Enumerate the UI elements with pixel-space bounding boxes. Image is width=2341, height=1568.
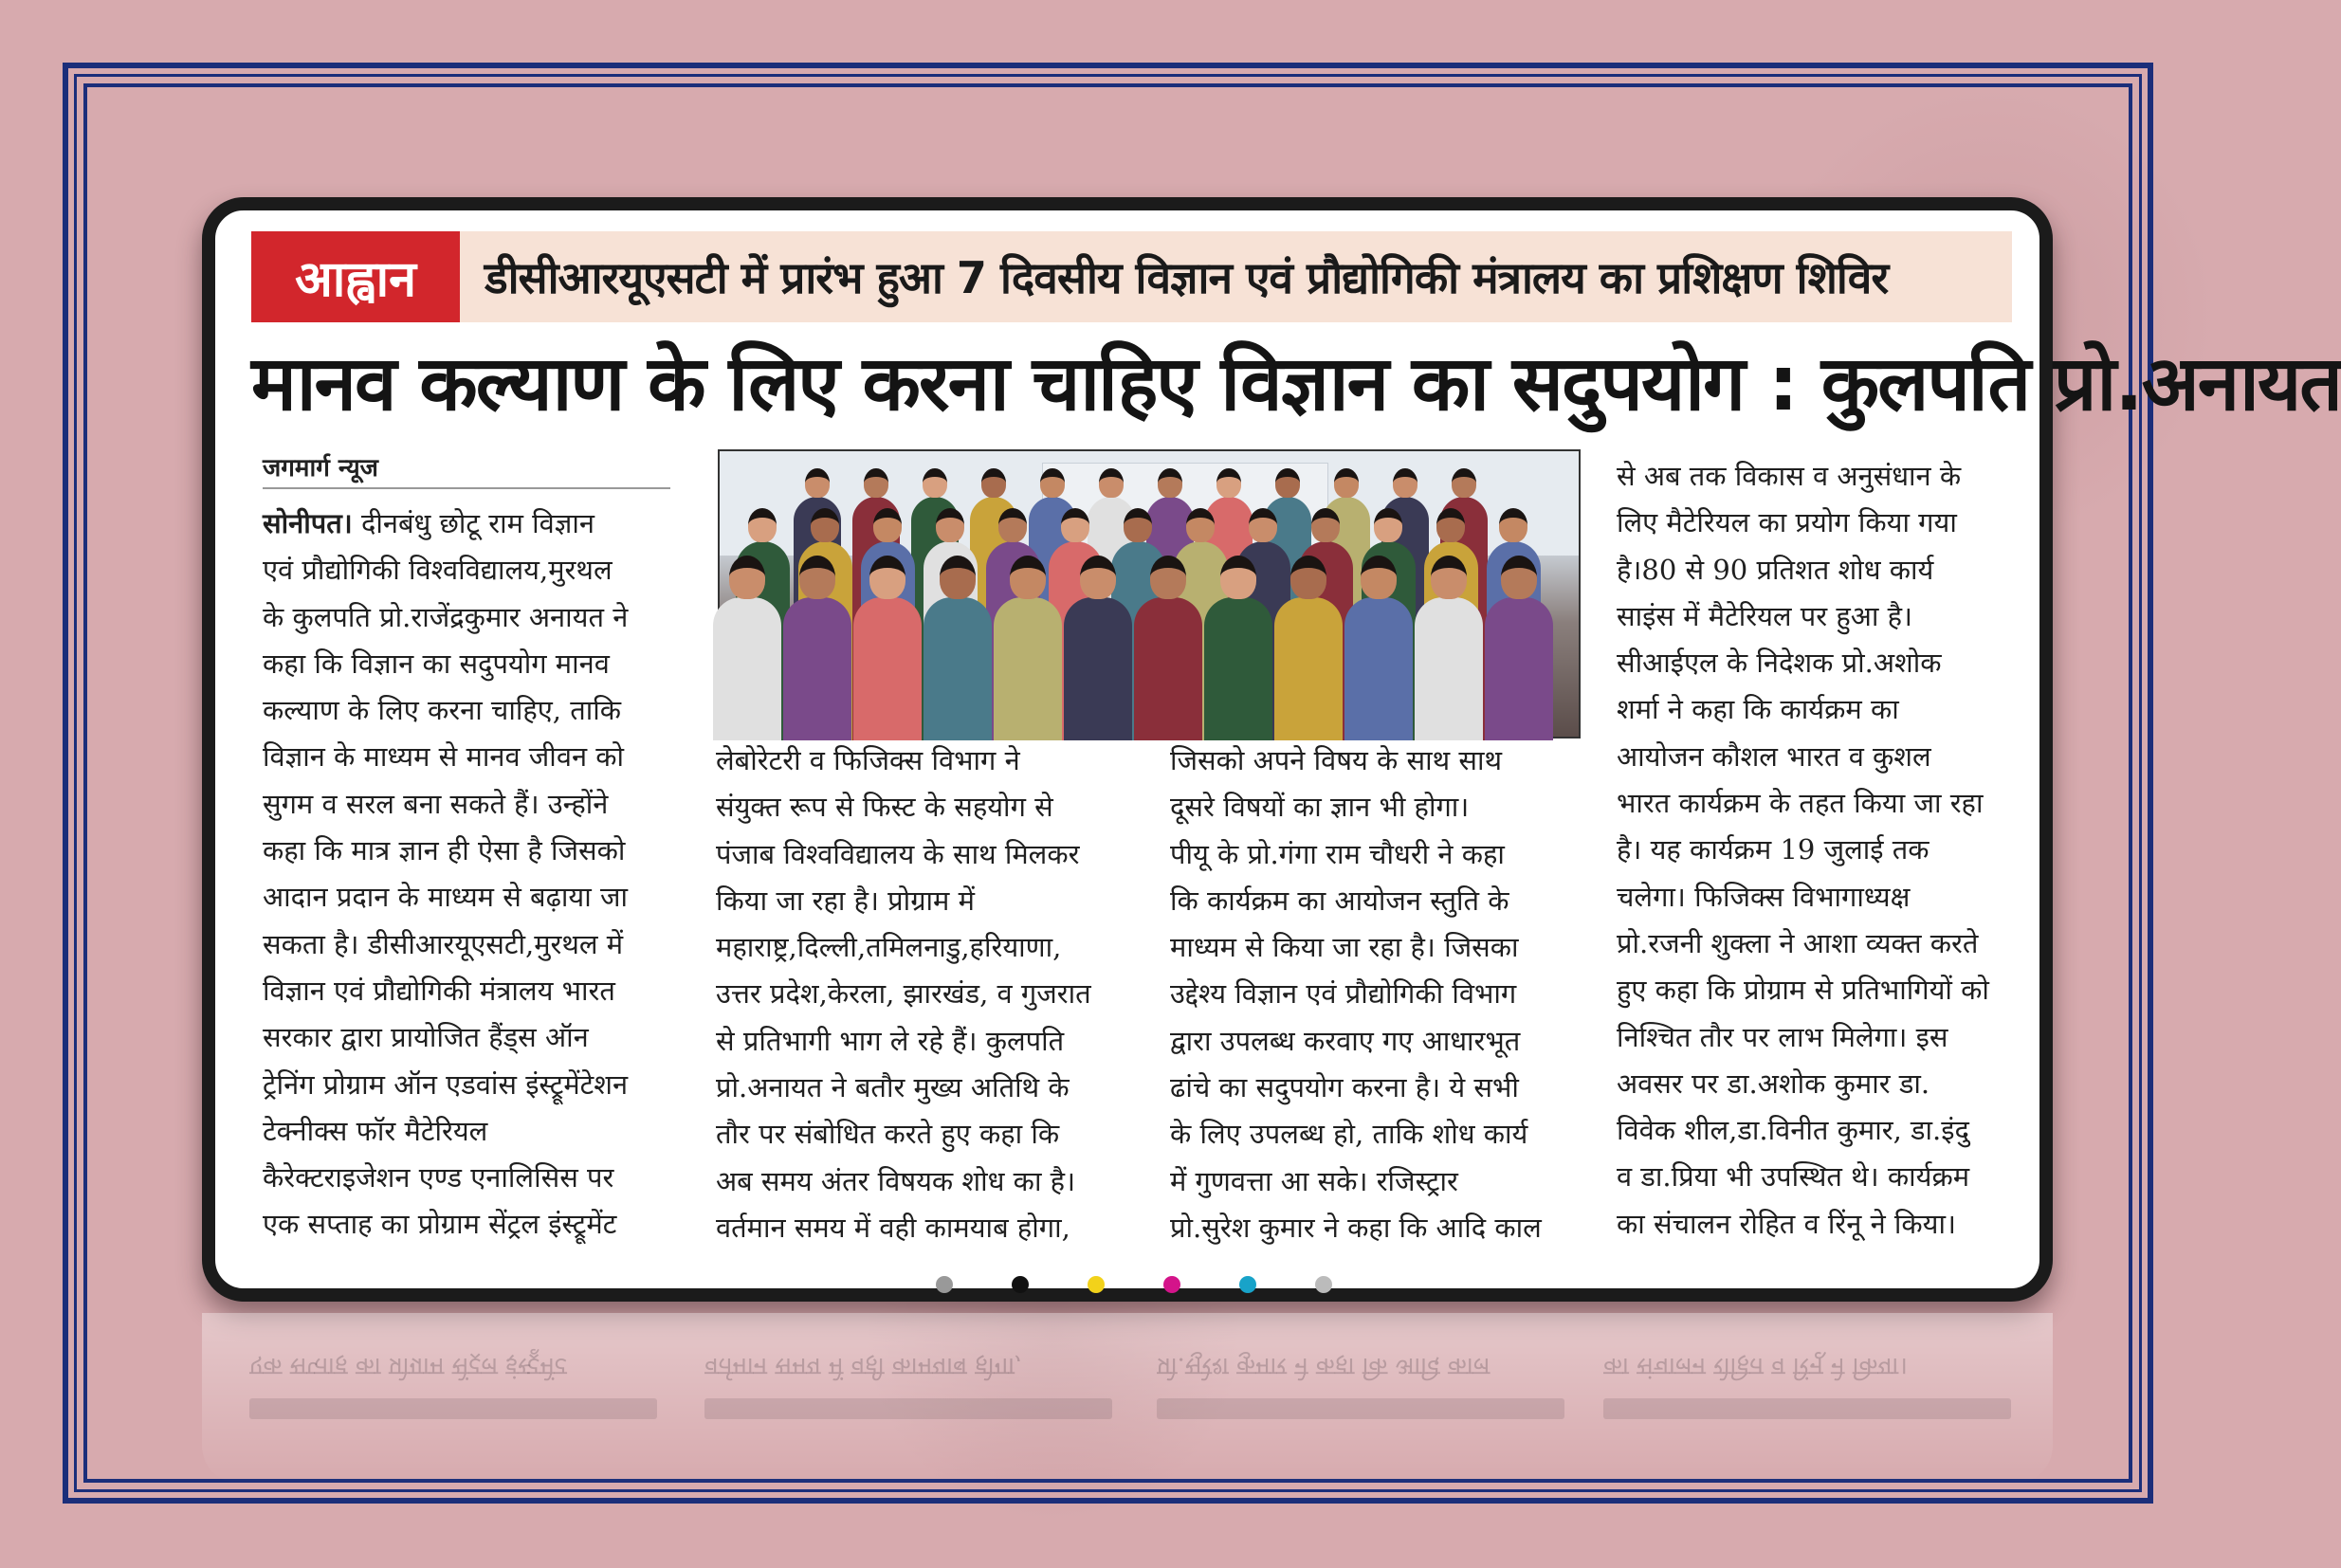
column-line: वर्तमान समय में वही कामयाब होगा, — [716, 1211, 1070, 1244]
person-head — [1311, 508, 1340, 542]
reflection-line-4: का संचालन रोहित व रिंनू ने किया। — [1603, 1352, 1908, 1380]
column-line: किया जा रहा है। प्रोग्राम में — [716, 884, 975, 917]
person-head — [936, 508, 964, 542]
column-line: विज्ञान के माध्यम से मानव जीवन को — [263, 740, 625, 774]
person-head — [729, 556, 765, 599]
reflection-line-2: वर्तमान समय में वही कामयाब होगा, — [704, 1352, 1023, 1380]
person-head — [748, 508, 777, 542]
column-line: आदान प्रदान के माध्यम से बढ़ाया जा — [263, 881, 629, 914]
person-head — [1499, 508, 1527, 542]
person-body — [783, 597, 851, 740]
column-line — [263, 501, 674, 547]
person-head — [1099, 468, 1124, 498]
person-head — [799, 556, 835, 599]
person-head — [1431, 556, 1467, 599]
person-head — [1393, 468, 1417, 498]
person-head — [1501, 556, 1537, 599]
column-line: जिसको अपने विषय के साथ साथ — [1170, 744, 1503, 776]
person-body — [1064, 597, 1132, 740]
person-body — [1344, 597, 1413, 740]
person-head — [811, 508, 839, 542]
column-line: उद्देश्य विज्ञान एवं प्रौद्योगिकी विभाग — [1170, 977, 1517, 1011]
reflection-blur — [1157, 1398, 1564, 1419]
column-line: दूसरे विषयों का ज्ञान भी होगा। — [1170, 791, 1470, 824]
column-line: तौर पर संबोधित करते हुए कहा कि — [716, 1118, 1060, 1151]
column-line: एक सप्ताह का प्रोग्राम सेंट्रल इंस्ट्रूमेंट — [263, 1208, 617, 1241]
person-head — [805, 468, 830, 498]
column-line: अब समय अंतर विषयक शोध का है। — [716, 1164, 1076, 1197]
column-line: प्रो.अनायत ने बतौर मुख्य अतिथि के — [716, 1071, 1070, 1104]
person-body — [1485, 597, 1553, 740]
column-line: में गुणवत्ता आ सके। रजिस्ट्रार — [1170, 1164, 1458, 1197]
subheadline-bar — [251, 231, 2012, 322]
column-line: आयोजन कौशल भारत व कुशल — [1617, 739, 1931, 773]
person-head — [1150, 556, 1186, 599]
column-line: से अब तक विकास व अनुसंधान के — [1617, 460, 1962, 492]
person-head — [1080, 556, 1116, 599]
person-head — [1249, 508, 1277, 542]
reflection-blur — [249, 1398, 657, 1419]
column-line: सुगम व सरल बना सकते हैं। उन्होंने — [263, 787, 609, 820]
byline: जगमार्ग न्यूज — [263, 449, 670, 489]
person-head — [1216, 468, 1241, 498]
column-line: के लिए उपलब्ध हो, ताकि शोध कार्य — [1170, 1118, 1528, 1151]
column-line: टेक्नीक्स फॉर मैटेरियल — [263, 1114, 488, 1147]
person-head — [1436, 508, 1465, 542]
column-line: कहा कि मात्र ज्ञान ही ऐसा है जिसको — [263, 834, 626, 867]
article-column-3 — [1170, 738, 1582, 1251]
column-line: संयुक्त रूप से फिस्ट के सहयोग से — [716, 791, 1053, 824]
person-body — [994, 597, 1062, 740]
person-head — [923, 468, 947, 498]
reflection-line-1: एक सप्ताह का प्रोग्राम सेंट्रल इंस्ट्रूमेंट — [249, 1352, 567, 1380]
column-line: से प्रतिभागी भाग ले रहे हैं। कुलपति — [716, 1024, 1065, 1057]
column-line: प्रो.सुरेश कुमार ने कहा कि आदि काल — [1170, 1211, 1542, 1244]
reflection-blur — [704, 1398, 1112, 1419]
column-line: सकता है। डीसीआरयूएसटी,मुरथल में — [263, 927, 624, 960]
reflection-line-3: प्रो.सुरेश कुमार ने कहा कि आदि काल — [1157, 1352, 1491, 1380]
column-line: चलेगा। फिजिक्स विभागाध्यक्ष — [1617, 880, 1911, 913]
column-line: व डा.प्रिया भी उपस्थित थे। कार्यक्रम — [1617, 1160, 1970, 1194]
column-line: सरकार द्वारा प्रायोजित हैंड्स ऑन — [263, 1021, 589, 1054]
person-head — [1010, 556, 1046, 599]
column-line: एवं प्रौद्योगिकी विश्वविद्यालय,मुरथल — [263, 554, 613, 587]
print-mark-yellow — [1088, 1276, 1105, 1293]
column-line: शर्मा ने कहा कि कार्यक्रम का — [1617, 693, 1899, 726]
column-line: कल्याण के लिए करना चाहिए, ताकि — [263, 694, 622, 727]
dateline: सोनीपत। — [263, 507, 353, 539]
column-line: विज्ञान एवं प्रौद्योगिकी मंत्रालय भारत — [263, 974, 615, 1007]
column-line-text: दीनबंधु छोटू राम विज्ञान — [360, 507, 594, 539]
person-body — [853, 597, 922, 740]
person-head — [1290, 556, 1326, 599]
registration-marks — [936, 1276, 1334, 1293]
column-line: है।80 से 90 प्रतिशत शोध कार्य — [1617, 553, 1934, 586]
column-line: है। यह कार्यक्रम 19 जुलाई तक — [1617, 833, 1929, 866]
person-head — [1158, 468, 1182, 498]
column-line: भारत कार्यक्रम के तहत किया जा रहा — [1617, 787, 1984, 820]
person-body — [713, 597, 781, 740]
person-head — [864, 468, 888, 498]
person-body — [1134, 597, 1202, 740]
print-mark-black — [1012, 1276, 1029, 1293]
column-line: लेबोरेटरी व फिजिक्स विभाग ने — [716, 744, 1020, 776]
column-line: कि कार्यक्रम का आयोजन स्तुति के — [1170, 884, 1509, 917]
print-mark-gray — [936, 1276, 953, 1293]
newspaper-clipping — [202, 197, 2341, 1302]
column-line: ढांचे का सदुपयोग करना है। ये सभी — [1170, 1071, 1519, 1104]
column-line: लिए मैटेरियल का प्रयोग किया गया — [1617, 506, 1957, 539]
person-head — [1124, 508, 1152, 542]
person-body — [1415, 597, 1483, 740]
person-head — [981, 468, 1006, 498]
person-head — [1275, 468, 1300, 498]
person-head — [1186, 508, 1215, 542]
group-photo — [718, 449, 1581, 738]
column-line: माध्यम से किया जा रहा है। जिसका — [1170, 931, 1519, 964]
clipping-reflection — [202, 1313, 2053, 1484]
column-line: उत्तर प्रदेश,केरला, झारखंड, व गुजरात — [716, 977, 1091, 1011]
column-line: ट्रेनिंग प्रोग्राम ऑन एडवांस इंस्ट्रूमेंटेशन — [263, 1067, 629, 1101]
article-column-2 — [716, 738, 1127, 1251]
person-head — [1374, 508, 1402, 542]
person-body — [1274, 597, 1343, 740]
person-head — [1220, 556, 1256, 599]
person-head — [873, 508, 902, 542]
column-line: अवसर पर डा.अशोक कुमार डा. — [1617, 1067, 1930, 1100]
column-line: सीआईएल के निदेशक प्रो.अशोक — [1617, 647, 1942, 680]
main-headline: मानव कल्याण के लिए करना चाहिए विज्ञान का सदुपयोग : कुलपति प्रो.अनायत — [251, 339, 2341, 428]
subheadline: डीसीआरयूएसटी में प्रारंभ हुआ 7 दिवसीय विज्ञान एवं प्रौद्योगिकी मंत्रालय का प्रशिक्षण शिविर — [485, 252, 1889, 303]
person-body — [1204, 597, 1272, 740]
column-line: महाराष्ट्र,दिल्ली,तमिलनाडु,हरियाणा, — [716, 931, 1062, 964]
print-mark-light-gray — [1315, 1276, 1332, 1293]
print-mark-cyan — [1239, 1276, 1256, 1293]
person-head — [869, 556, 905, 599]
column-line: निश्चित तौर पर लाभ मिलेगा। इस — [1617, 1020, 1948, 1053]
article-column-1 — [263, 501, 674, 1249]
person-head — [1452, 468, 1476, 498]
person-head — [1361, 556, 1397, 599]
column-line: कहा कि विज्ञान का सदुपयोग मानव — [263, 647, 610, 680]
column-line: के कुलपति प्रो.राजेंद्रकुमार अनायत ने — [263, 600, 629, 633]
column-line: हुए कहा कि प्रोग्राम से प्रतिभागियों को — [1617, 974, 1989, 1007]
person-body — [924, 597, 992, 740]
reflection-blur — [1603, 1398, 2011, 1419]
column-line: का संचालन रोहित व रिंनू ने किया। — [1617, 1207, 1956, 1240]
print-mark-magenta — [1163, 1276, 1180, 1293]
section-tag: आह्वान — [251, 231, 460, 322]
column-line: द्वारा उपलब्ध करवाए गए आधारभूत — [1170, 1024, 1521, 1057]
column-line: पीयू के प्रो.गंगा राम चौधरी ने कहा — [1170, 837, 1505, 870]
column-line: विवेक शील,डा.विनीत कुमार, डा.इंदु — [1617, 1114, 1969, 1147]
person-head — [998, 508, 1027, 542]
column-line: पंजाब विश्वविद्यालय के साथ मिलकर — [716, 837, 1080, 870]
person-head — [1040, 468, 1065, 498]
person-head — [1334, 468, 1359, 498]
column-line: कैरेक्टराइजेशन एण्ड एनालिसिस पर — [263, 1161, 614, 1194]
column-line: प्रो.रजनी शुक्ला ने आशा व्यक्त करते — [1617, 926, 1979, 959]
column-line: साइंस में मैटेरियल पर हुआ है। — [1617, 599, 1912, 632]
person-head — [1061, 508, 1089, 542]
person-head — [940, 556, 976, 599]
article-column-4 — [1617, 453, 2028, 1248]
